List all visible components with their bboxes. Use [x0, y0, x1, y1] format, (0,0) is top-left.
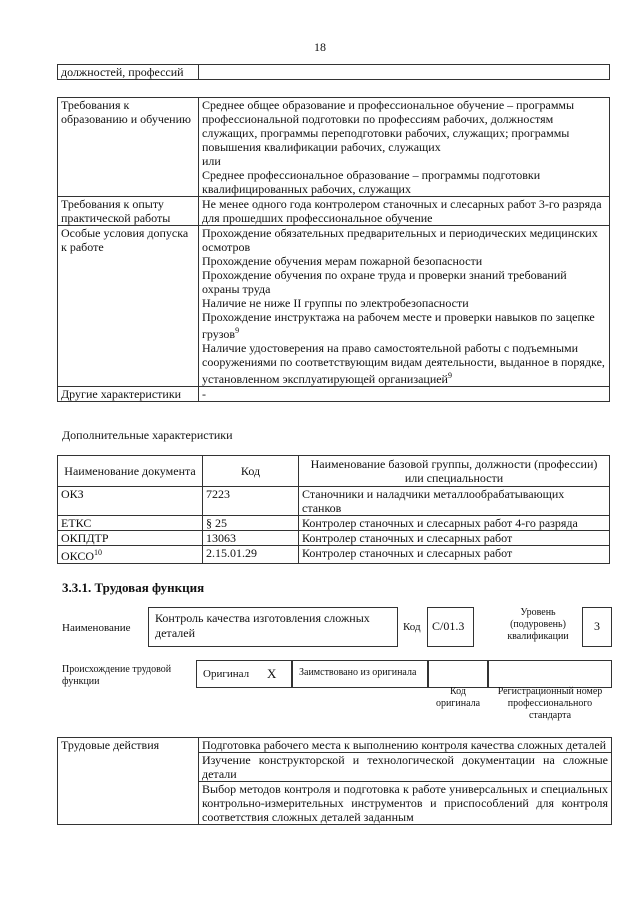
code-cell: 7223: [203, 487, 299, 516]
requirement-line: Прохождение обучения мерам пожарной безопасности: [202, 254, 483, 268]
code-cell: 2.15.01.29: [203, 546, 299, 564]
code-original-box: [428, 660, 488, 688]
table-row: [58, 516, 610, 531]
footnote-marker: 10: [94, 548, 103, 557]
action-item: Выбор методов контроля и подготовка к работе универсальных и специальных контрольно-измерительных инструментов и приспособлений для контроля соответствия сложных деталей заданным: [199, 782, 612, 825]
requirement-line: -: [202, 387, 206, 401]
doc-cell: ОКСО: [61, 549, 95, 563]
reg-number-box: [488, 660, 612, 688]
doc-cell: ОКПДТР: [58, 531, 203, 546]
additional-heading: Дополнительные характеристики: [62, 428, 233, 442]
original-label: Оригинал: [203, 668, 250, 680]
name-cell: Станочники и наладчики металлообрабатывающих станков: [299, 487, 610, 516]
origin-label: Происхождение трудовой функции: [62, 664, 172, 687]
header-document: Наименование документа: [58, 456, 203, 487]
table-row: [58, 738, 612, 753]
header-name: Наименование базовой группы, должности (профессии) или специальности: [299, 456, 610, 487]
requirements-table: [57, 97, 610, 402]
doc-cell: ЕТКС: [58, 516, 203, 531]
code-original-label: Код оригинала: [435, 686, 481, 709]
page-number: 18: [314, 40, 326, 54]
function-name-box: Контроль качества изготовления сложных деталей: [148, 607, 398, 647]
borrowed-label: Заимствовано из оригинала: [299, 667, 417, 678]
requirement-row: [58, 387, 610, 402]
action-item: Изучение конструкторской и технологической документации на сложные детали: [199, 753, 612, 782]
requirement-row: [58, 226, 610, 387]
requirement-line: Наличие не ниже II группы по электробезопасности: [202, 296, 469, 310]
requirement-line: Прохождение обязательных предварительных и периодических медицинских осмотров: [202, 226, 598, 254]
original-box: [196, 660, 292, 688]
table-row: [58, 531, 610, 546]
original-mark: X: [267, 666, 277, 681]
requirement-line: Среднее общее образование и профессиональное обучение – программы профессиональной подготовки по профессиям рабочих, должностям служащих, программы переподготовки рабочих, служащих; программы повышения квалификации рабочих, служащих: [202, 98, 575, 154]
requirement-line: Не менее одного года контролером станочных и слесарных работ 3-го разряда для прошедших профессиональное обучение: [202, 197, 602, 225]
footnote-marker: 9: [235, 326, 240, 335]
additional-table: [57, 455, 610, 564]
name-cell: Контролер станочных и слесарных работ 4-го разряда: [299, 516, 610, 531]
name-label: Наименование: [62, 622, 131, 634]
requirement-row: [58, 98, 610, 197]
code-cell: § 25: [203, 516, 299, 531]
top-continuation-table: [57, 64, 610, 80]
requirement-row: [58, 197, 610, 226]
labor-actions-table: [57, 737, 612, 825]
footnote-marker: 9: [447, 371, 452, 380]
requirement-label: Требования к образованию и обучению: [58, 98, 199, 197]
function-code-box: C/01.3: [427, 607, 474, 647]
requirement-label: Требования к опыту практической работы: [58, 197, 199, 226]
doc-cell: ОКЗ: [58, 487, 203, 516]
table-row: [58, 546, 610, 564]
header-code: Код: [203, 456, 299, 487]
requirement-label: Особые условия допуска к работе: [58, 226, 199, 387]
requirement-line: Прохождение обучения по охране труда и проверки знаний требований охраны труда: [202, 268, 567, 296]
requirement-line: или: [202, 154, 221, 168]
table-row: [58, 487, 610, 516]
actions-label: Трудовые действия: [58, 738, 199, 825]
requirement-line: Прохождение инструктажа на рабочем месте и проверки навыков по зацепке грузов: [202, 310, 595, 341]
continuation-cell: должностей, профессий: [58, 65, 199, 80]
borrowed-box: [292, 660, 428, 688]
requirement-line: Наличие удостоверения на право самостоятельной работы с подъемными сооружениями по соответствующим видам деятельности, выданное в порядке, установленном эксплуатирующей организацией: [202, 341, 605, 386]
level-value-box: 3: [582, 607, 612, 647]
action-item: Подготовка рабочего места к выполнению контроля качества сложных деталей: [199, 738, 612, 753]
level-label: Уровень (подуровень) квалификации: [507, 607, 569, 642]
requirement-line: Среднее профессиональное образование – программы подготовки квалифицированных рабочих, служащих: [202, 168, 541, 196]
function-title: 3.3.1. Трудовая функция: [62, 580, 205, 595]
name-cell: Контролер станочных и слесарных работ: [299, 531, 610, 546]
code-cell: 13063: [203, 531, 299, 546]
code-label: Код: [403, 621, 421, 633]
name-cell: Контролер станочных и слесарных работ: [299, 546, 610, 564]
requirement-label: Другие характеристики: [58, 387, 199, 402]
reg-number-label: Регистрационный номер профессионального стандарта: [497, 686, 603, 721]
